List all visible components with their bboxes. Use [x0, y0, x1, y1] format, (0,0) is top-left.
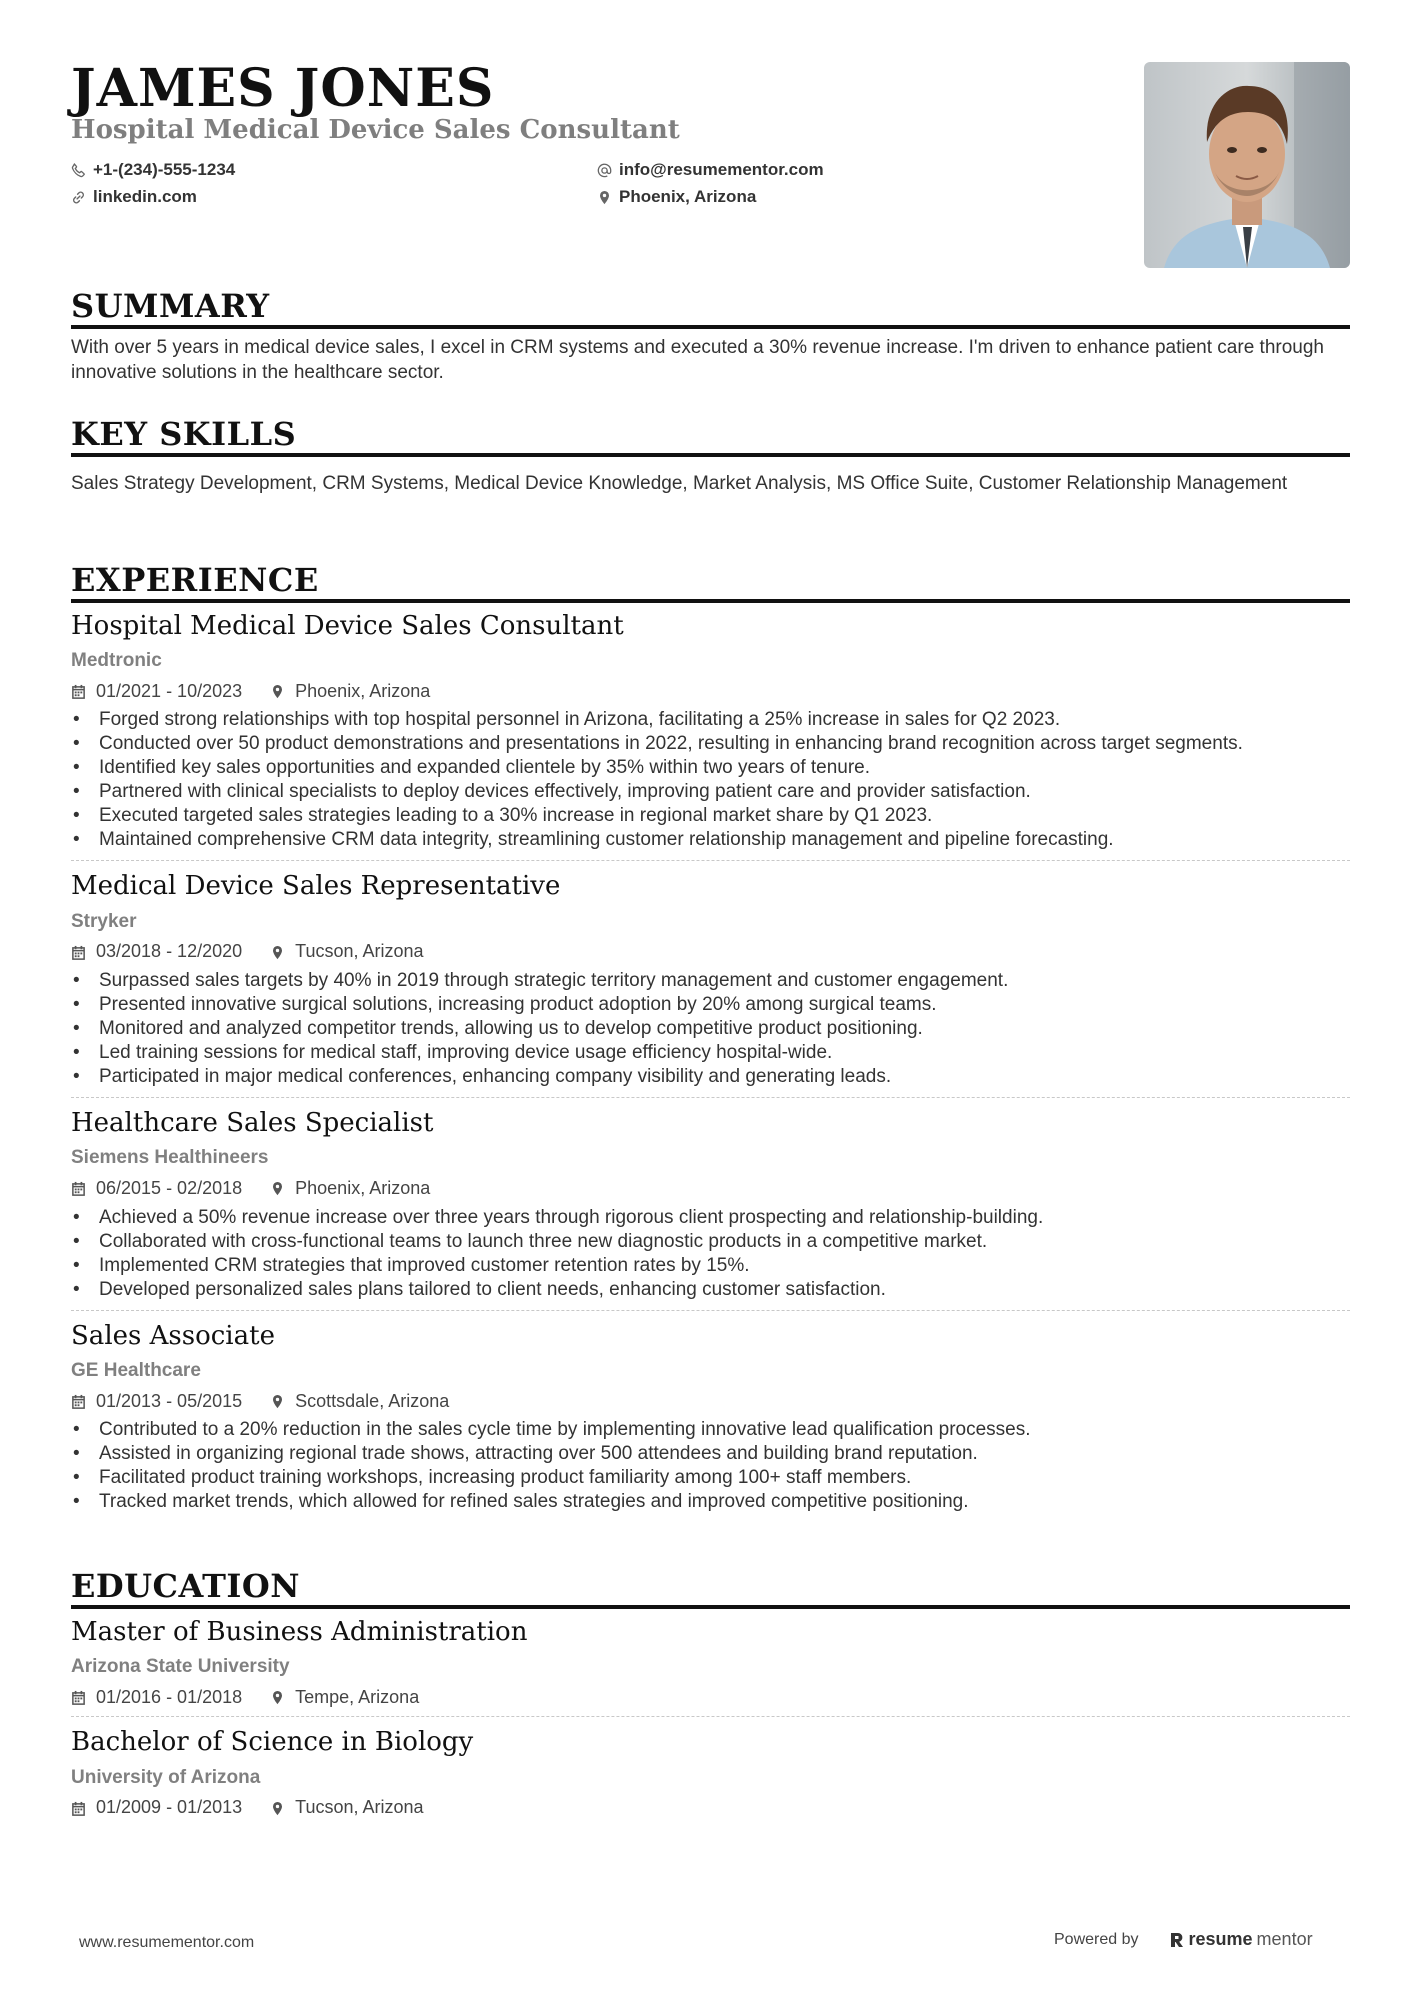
- education-item: [71, 1617, 1350, 1718]
- skills-section: [71, 416, 1350, 496]
- job-bullets: [71, 969, 1350, 1089]
- link-icon: [71, 190, 86, 205]
- job-title: Medical Device Sales Representative: [71, 871, 561, 902]
- footer-website[interactable]: www.resumementor.com: [79, 1934, 255, 1951]
- linkedin-text: linkedin.com: [93, 187, 197, 206]
- skills-text: Sales Strategy Development, CRM Systems, Medical Device Knowledge, Market Analysis, MS Office Suite, Customer Relationship Management: [71, 472, 1288, 494]
- education-section: [71, 1568, 1350, 1819]
- job-bullet: • Executed targeted sales strategies leading to a 30% increase in regional market share by Q1 2023.: [71, 804, 1350, 828]
- candidate-title: Hospital Medical Device Sales Consultant: [71, 115, 680, 146]
- education-meta: [71, 1797, 1350, 1819]
- degree-title: Bachelor of Science in Biology: [71, 1727, 474, 1758]
- school-name: Arizona State University: [71, 1655, 290, 1677]
- location-pin-icon: [270, 945, 285, 960]
- at-icon: [597, 163, 612, 178]
- job-title: Healthcare Sales Specialist: [71, 1107, 434, 1138]
- job-bullet: • Surpassed sales targets by 40% in 2019 through strategic territory management and customer engagement.: [71, 969, 1350, 993]
- job-location-wrap: [270, 1391, 449, 1413]
- job-bullets: [71, 1418, 1350, 1514]
- experience-item: [71, 1108, 1350, 1311]
- education-meta: [71, 1687, 1350, 1709]
- location-pin-icon: [270, 1801, 285, 1816]
- email-text: info@resumementor.com: [619, 160, 824, 179]
- job-bullet: • Presented innovative surgical solutions, increasing product adoption by 20% among surgical teams.: [71, 993, 1350, 1017]
- education-location-wrap: [270, 1687, 419, 1709]
- job-location: Tucson, Arizona: [295, 941, 424, 962]
- location-text: Phoenix, Arizona: [619, 187, 757, 206]
- location-pin-icon: [270, 684, 285, 699]
- job-location-wrap: [270, 941, 423, 963]
- job-bullet: • Facilitated product training workshops, increasing product familiarity among 100+ staff members.: [71, 1466, 1350, 1490]
- calendar-icon: [71, 945, 86, 960]
- contact-location: [597, 187, 756, 207]
- job-location: Scottsdale, Arizona: [295, 1390, 450, 1411]
- job-location: Phoenix, Arizona: [295, 680, 431, 701]
- job-meta: [71, 1391, 1350, 1413]
- experience-section: [71, 562, 1350, 1514]
- school-name: University of Arizona: [71, 1766, 261, 1788]
- job-dates: 03/2018 - 12/2020: [96, 941, 243, 962]
- candidate-name: JAMES JONES: [71, 58, 495, 119]
- resumementor-logo-icon: [1169, 1931, 1185, 1949]
- resume-page: [71, 58, 1350, 1818]
- summary-heading: SUMMARY: [71, 288, 1350, 329]
- job-bullet: • Tracked market trends, which allowed for refined sales strategies and improved competitive positioning.: [71, 1490, 1350, 1514]
- job-bullet: • Led training sessions for medical staff, improving device usage efficiency hospital-wide.: [71, 1041, 1350, 1065]
- location-pin-icon: [270, 1394, 285, 1409]
- education-item: [71, 1727, 1350, 1819]
- location-pin-icon: [270, 1690, 285, 1705]
- education-location-wrap: [270, 1797, 423, 1819]
- job-company: GE Healthcare: [71, 1359, 201, 1381]
- job-bullet: • Collaborated with cross-functional teams to launch three new diagnostic products in a competitive market.: [71, 1230, 1350, 1254]
- degree-title: Master of Business Administration: [71, 1616, 528, 1647]
- job-location: Phoenix, Arizona: [295, 1177, 431, 1198]
- job-company: Stryker: [71, 910, 137, 932]
- education-location: Tucson, Arizona: [295, 1797, 424, 1818]
- calendar-icon: [71, 1181, 86, 1196]
- job-dates: 01/2013 - 05/2015: [96, 1390, 243, 1411]
- job-location-wrap: [270, 681, 430, 703]
- location-pin-icon: [270, 1181, 285, 1196]
- experience-item: [71, 611, 1350, 862]
- contact-email[interactable]: [597, 160, 824, 180]
- divider: [71, 1310, 1350, 1311]
- education-dates: 01/2009 - 01/2013: [96, 1797, 243, 1818]
- calendar-icon: [71, 684, 86, 699]
- location-pin-icon: [597, 190, 612, 205]
- phone-text: +1-(234)-555-1234: [93, 160, 236, 179]
- phone-icon: [71, 163, 86, 178]
- job-bullet: • Identified key sales opportunities and expanded clientele by 35% within two years of tenure.: [71, 756, 1350, 780]
- calendar-icon: [71, 1801, 86, 1816]
- contact-linkedin[interactable]: [71, 187, 197, 207]
- job-meta: [71, 1178, 1350, 1200]
- brand-name-second: mentor: [1256, 1929, 1313, 1949]
- divider: [71, 1097, 1350, 1098]
- summary-text: With over 5 years in medical device sales, I excel in CRM systems and executed a 30% revenue increase. I'm driven to enhance patient care through innovative solutions in the healthcare sector.: [71, 336, 1324, 384]
- education-heading: EDUCATION: [71, 1568, 1350, 1609]
- footer-branding: [1054, 1929, 1313, 1950]
- job-bullet: • Forged strong relationships with top hospital personnel in Arizona, facilitating a 25% increase in sales for Q2 2023.: [71, 708, 1350, 732]
- job-meta: [71, 681, 1350, 703]
- skills-heading: KEY SKILLS: [71, 416, 1350, 457]
- job-dates: 06/2015 - 02/2018: [96, 1177, 243, 1198]
- job-bullet: • Participated in major medical conferences, enhancing company visibility and generating leads.: [71, 1065, 1350, 1089]
- job-bullets: [71, 708, 1350, 852]
- experience-item: [71, 1321, 1350, 1515]
- experience-heading: EXPERIENCE: [71, 562, 1350, 603]
- job-bullet: • Contributed to a 20% reduction in the sales cycle time by implementing innovative lead qualification processes.: [71, 1418, 1350, 1442]
- summary-section: [71, 288, 1350, 386]
- brand-logo[interactable]: [1169, 1929, 1313, 1950]
- job-bullet: • Assisted in organizing regional trade shows, attracting over 500 attendees and building brand reputation.: [71, 1442, 1350, 1466]
- job-dates: 01/2021 - 10/2023: [96, 680, 243, 701]
- job-bullets: [71, 1206, 1350, 1302]
- powered-by-label: Powered by: [1054, 1930, 1139, 1948]
- divider: [71, 1716, 1350, 1717]
- calendar-icon: [71, 1690, 86, 1705]
- resume-header: [71, 60, 1350, 280]
- job-title: Hospital Medical Device Sales Consultant: [71, 610, 624, 641]
- calendar-icon: [71, 1394, 86, 1409]
- divider: [71, 860, 1350, 861]
- job-title: Sales Associate: [71, 1320, 275, 1351]
- profile-photo: [1144, 62, 1350, 268]
- job-bullet: • Implemented CRM strategies that improved customer retention rates by 15%.: [71, 1254, 1350, 1278]
- job-bullet: • Monitored and analyzed competitor trends, allowing us to develop competitive product positioning.: [71, 1017, 1350, 1041]
- experience-item: [71, 871, 1350, 1098]
- job-location-wrap: [270, 1178, 430, 1200]
- education-location: Tempe, Arizona: [295, 1686, 420, 1707]
- job-bullet: • Partnered with clinical specialists to deploy devices effectively, improving patient care and provider satisfaction.: [71, 780, 1350, 804]
- job-bullet: • Conducted over 50 product demonstrations and presentations in 2022, resulting in enhancing brand recognition across target segments.: [71, 732, 1350, 756]
- job-bullet: • Developed personalized sales plans tailored to client needs, enhancing customer satisfaction.: [71, 1278, 1350, 1302]
- job-company: Medtronic: [71, 649, 162, 671]
- brand-name-first: resume: [1188, 1929, 1253, 1949]
- job-meta: [71, 941, 1350, 963]
- job-bullet: • Achieved a 50% revenue increase over three years through rigorous client prospecting and relationship-building.: [71, 1206, 1350, 1230]
- education-dates: 01/2016 - 01/2018: [96, 1686, 243, 1707]
- job-company: Siemens Healthineers: [71, 1147, 269, 1169]
- job-bullet: • Maintained comprehensive CRM data integrity, streamlining customer relationship management and pipeline forecasting.: [71, 828, 1350, 852]
- contact-phone[interactable]: [71, 160, 235, 180]
